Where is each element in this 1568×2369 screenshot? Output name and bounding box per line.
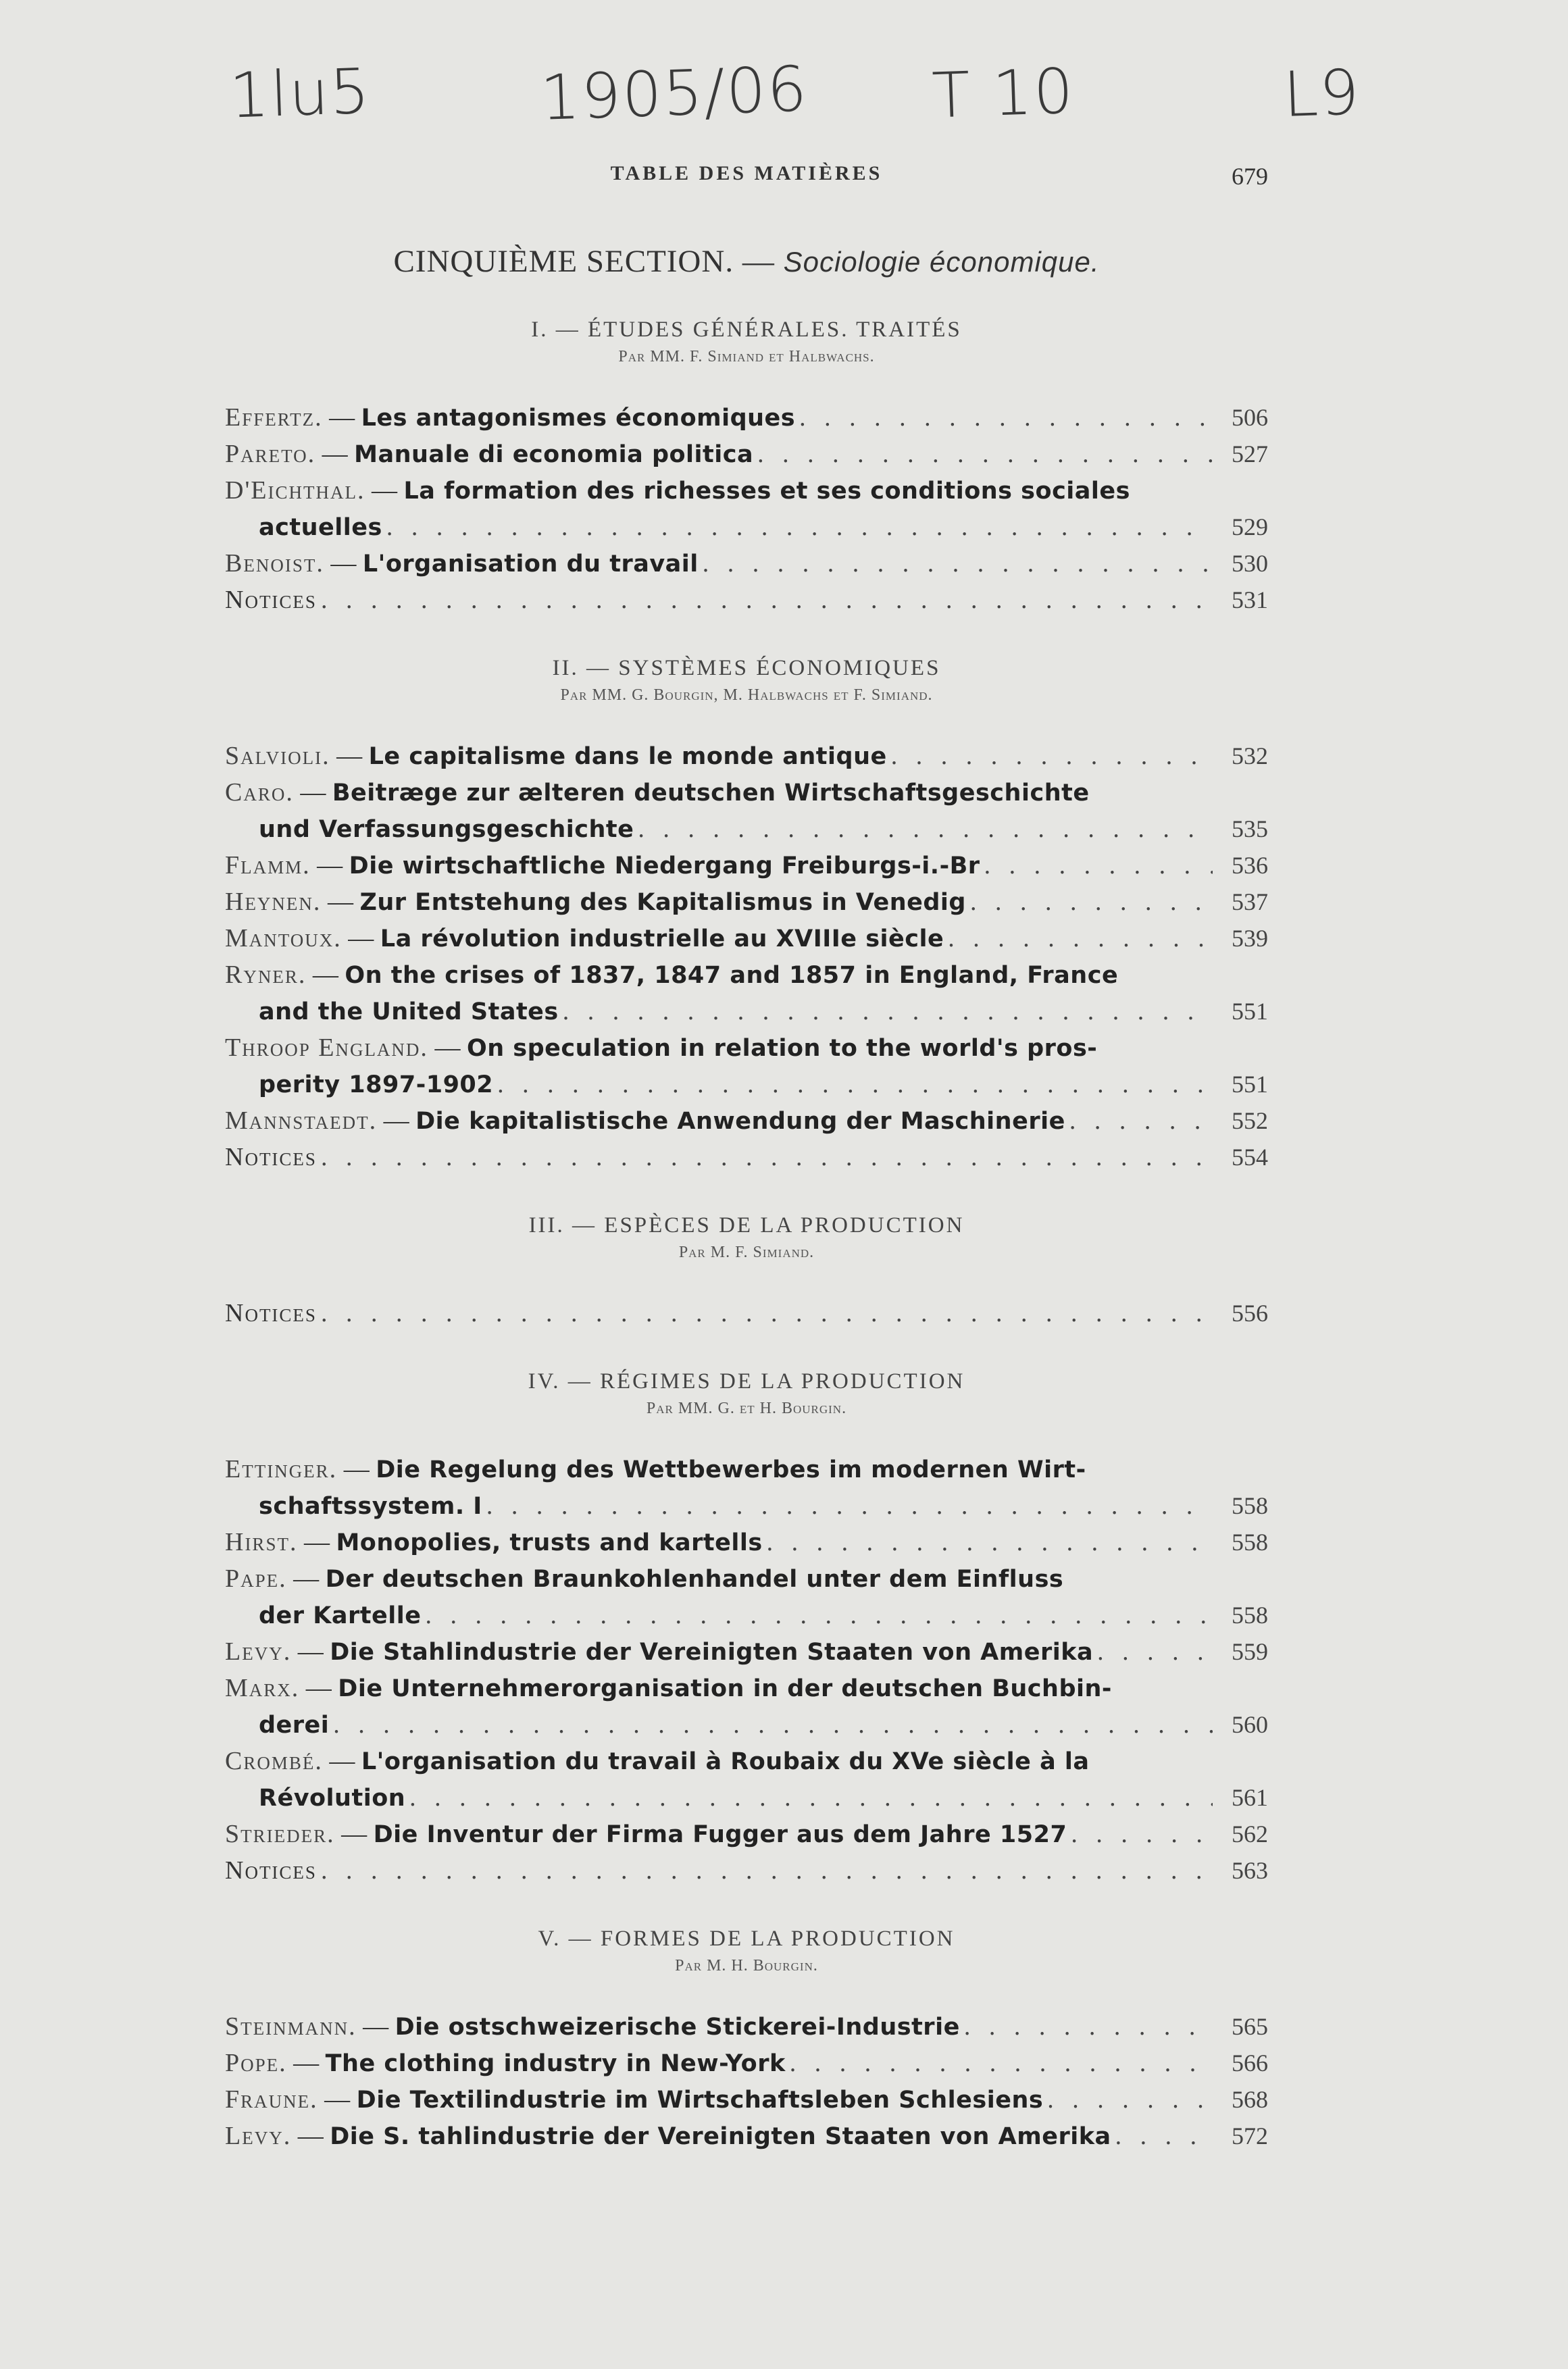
toc-entry[interactable] (225, 582, 1268, 618)
toc-entry[interactable] (225, 957, 1268, 1030)
separator-dash: — (365, 476, 404, 505)
entry-title-continuation: und Verfassungsgeschichte (259, 816, 634, 843)
toc-entry[interactable] (225, 1816, 1268, 1853)
entry-title: La révolution industrielle au XVIIIe siècle (380, 925, 944, 952)
entry-title: Le capitalisme dans le monde antique (368, 743, 887, 770)
separator-dash: — (330, 742, 369, 770)
leader-dots (1071, 1816, 1213, 1852)
entry-page-number: 566 (1232, 2049, 1268, 2077)
entry-title: Die wirtschaftliche Niedergang Freiburgs-i.-Br (349, 852, 980, 880)
subsection-authors: Par MM. G. et H. Bourgin. (646, 1400, 847, 1417)
toc-entry[interactable] (225, 436, 1268, 473)
leader-dots (321, 1140, 1213, 1175)
toc-page (225, 155, 1268, 2155)
entry-author: Hirst. (225, 1528, 298, 1556)
entry-line (225, 1296, 1268, 1331)
toc-entry[interactable] (225, 1743, 1268, 1816)
entry-title: Die S. tahlindustrie der Vereinigten Staaten von Amerika (330, 2123, 1111, 2150)
leader-dots (757, 436, 1213, 472)
separator-dash: — (299, 1674, 338, 1702)
subsection-authors: Par MM. G. Bourgin, M. Halbwachs et F. Simiand. (560, 686, 933, 704)
entry-page-number: 539 (1232, 925, 1268, 952)
separator-dash: — (334, 1820, 374, 1848)
entry-line (225, 1816, 1268, 1853)
separator-dash: — (356, 2012, 395, 2041)
entry-first-line (225, 775, 1268, 811)
entry-page-number: 562 (1232, 1820, 1268, 1848)
subsection-heading: V. — FORMES DE LA PRODUCTION (538, 1927, 955, 1951)
entry-title-continuation: derei (259, 1712, 330, 1739)
leader-dots (984, 848, 1213, 884)
entry-title: Manuale di economia politica (354, 441, 754, 468)
entry-title: On speculation in relation to the world's pros- (466, 1035, 1098, 1062)
entry-line (225, 582, 1268, 618)
entry-first-line (225, 1671, 1268, 1707)
toc-entry[interactable] (225, 848, 1268, 884)
entry-page-number: 561 (1232, 1784, 1268, 1811)
entry-page-number: 551 (1232, 998, 1268, 1025)
toc-entry[interactable] (225, 775, 1268, 848)
leader-dots (790, 2045, 1213, 2081)
entry-line (225, 1634, 1268, 1671)
entry-page-number: 537 (1232, 888, 1268, 915)
section-subtitle: Sociologie économique. (783, 246, 1100, 278)
leader-dots (638, 811, 1213, 847)
entry-author: Mantoux. (225, 924, 342, 952)
separator-dash: — (286, 1564, 326, 1593)
subsection-heading: II. — SYSTÈMES ÉCONOMIQUES (552, 656, 941, 680)
separator-dash: — (310, 851, 349, 880)
leader-dots (1047, 2082, 1213, 2118)
toc-entry[interactable] (225, 1103, 1268, 1140)
entry-line (225, 738, 1268, 775)
entry-title: Die kapitalistische Anwendung der Maschinerie (415, 1108, 1065, 1135)
toc-entry[interactable] (225, 738, 1268, 775)
leader-dots (1115, 2118, 1213, 2154)
separator-dash: — (428, 1034, 467, 1062)
entry-title: Die ostschweizerische Stickerei-Industrie (395, 2014, 960, 2041)
leader-dots (321, 1853, 1213, 1889)
entry-author: Crombé. (225, 1747, 323, 1775)
separator-dash: — (337, 1455, 376, 1483)
entry-author: Benoist. (225, 549, 324, 578)
entry-continuation-line (225, 1598, 1268, 1634)
entry-continuation-line (225, 1707, 1268, 1743)
leader-dots (409, 1780, 1213, 1816)
entry-line (225, 921, 1268, 957)
entry-author: Ettinger. (225, 1455, 338, 1483)
leader-dots (497, 1067, 1213, 1102)
toc-entry[interactable] (225, 1671, 1268, 1743)
separator-dash: — (322, 1747, 361, 1775)
entry-author: Pope. (225, 2049, 287, 2077)
entry-page-number: 560 (1232, 1711, 1268, 1738)
leader-dots (563, 994, 1213, 1029)
leader-dots (1069, 1103, 1213, 1139)
toc-entry[interactable] (225, 2045, 1268, 2082)
toc-entry[interactable] (225, 2009, 1268, 2045)
entry-page-number: 554 (1232, 1144, 1268, 1171)
entry-line (225, 1525, 1268, 1561)
toc-entry[interactable] (225, 473, 1268, 546)
page-number: 679 (1232, 163, 1268, 190)
entry-author: Levy. (225, 2122, 292, 2150)
entry-title: Die Stahlindustrie der Vereinigten Staaten von Amerika (330, 1639, 1094, 1666)
toc-entry[interactable] (225, 1525, 1268, 1561)
section-prefix: CINQUIÈME SECTION. — (393, 244, 775, 279)
entry-author: Heynen. (225, 888, 322, 916)
subsection-authors: Par M. H. Bourgin. (675, 1957, 818, 1975)
entry-title-continuation: der Kartelle (259, 1602, 422, 1629)
entry-title-continuation: and the United States (259, 998, 559, 1025)
entry-line (225, 2045, 1268, 2082)
entry-line (225, 400, 1268, 436)
entry-line (225, 848, 1268, 884)
running-head (225, 155, 1268, 203)
entry-first-line (225, 957, 1268, 994)
entry-title-continuation: schaftssystem. I (259, 1493, 482, 1520)
toc-entry[interactable] (225, 1634, 1268, 1671)
separator-dash: — (318, 2085, 357, 2114)
section-title (225, 243, 1268, 280)
separator-dash: — (297, 1528, 336, 1556)
entry-line (225, 546, 1268, 582)
entry-page-number: 532 (1232, 742, 1268, 769)
entry-page-number: 558 (1232, 1529, 1268, 1556)
entry-title: Die Regelung des Wettbewerbes im modernen Wirt- (376, 1456, 1086, 1483)
entry-first-line (225, 473, 1268, 509)
entry-continuation-line (225, 509, 1268, 546)
entry-page-number: 552 (1232, 1107, 1268, 1134)
separator-dash: — (293, 778, 332, 807)
leader-dots (333, 1707, 1213, 1743)
toc-entry[interactable] (225, 1561, 1268, 1634)
entry-page-number: 565 (1232, 2013, 1268, 2040)
entry-title: Beitræge zur ælteren deutschen Wirtschaftsgeschichte (332, 780, 1090, 807)
entry-page-number: 556 (1232, 1300, 1268, 1327)
subsection-heading: I. — ÉTUDES GÉNÉRALES. TRAITÉS (531, 317, 962, 342)
entry-title: L'organisation du travail à Roubaix du XVe siècle à la (361, 1748, 1090, 1775)
entry-line (225, 436, 1268, 473)
leader-dots (321, 1296, 1213, 1331)
separator-dash: — (322, 403, 361, 432)
entry-author: Levy. (225, 1637, 292, 1666)
entry-line (225, 2082, 1268, 2118)
separator-dash: — (286, 2049, 326, 2077)
separator-dash: — (321, 888, 360, 916)
toc-entry[interactable] (225, 1853, 1268, 1889)
entry-continuation-line (225, 1780, 1268, 1816)
entry-continuation-line (225, 811, 1268, 848)
entry-title: La formation des richesses et ses conditions sociales (403, 478, 1130, 505)
leader-dots (948, 921, 1213, 957)
entry-author: Strieder. (225, 1820, 335, 1848)
entry-title: Die Unternehmerorganisation in der deutschen Buchbin- (338, 1675, 1112, 1702)
separator-dash: — (324, 549, 363, 578)
entry-title: Monopolies, trusts and kartells (336, 1529, 763, 1556)
notices-label: Notices (225, 586, 317, 614)
entry-page-number: 506 (1232, 404, 1268, 431)
entry-page-number: 529 (1232, 513, 1268, 540)
entry-author: Effertz. (225, 403, 323, 432)
entry-author: Salvioli. (225, 742, 330, 770)
entry-page-number: 559 (1232, 1638, 1268, 1665)
leader-dots (799, 400, 1213, 436)
entry-title-continuation: perity 1897-1902 (259, 1071, 494, 1098)
entry-author: Caro. (225, 778, 294, 807)
subsection-authors: Par M. F. Simiand. (678, 1244, 815, 1261)
separator-dash: — (315, 440, 355, 468)
toc-entry[interactable] (225, 2118, 1268, 2155)
entry-page-number: 551 (1232, 1071, 1268, 1098)
entry-first-line (225, 1030, 1268, 1067)
entry-title-continuation: Révolution (259, 1785, 406, 1812)
entry-page-number: 527 (1232, 440, 1268, 467)
leader-dots (425, 1598, 1213, 1633)
entry-page-number: 530 (1232, 550, 1268, 577)
entry-title-continuation: actuelles (259, 514, 382, 541)
leader-dots (321, 582, 1213, 618)
entry-title: Die Inventur der Firma Fugger aus dem Jahre 1527 (373, 1821, 1067, 1848)
toc-entry[interactable] (225, 2082, 1268, 2118)
entry-author: Pape. (225, 1564, 287, 1593)
handwritten-annotation: T 10 (930, 55, 1076, 132)
entry-line (225, 2118, 1268, 2155)
entry-page-number: 572 (1232, 2122, 1268, 2149)
entry-title: Der deutschen Braunkohlenhandel unter dem Einfluss (325, 1566, 1064, 1593)
entry-author: Ryner. (225, 961, 307, 989)
entry-page-number: 531 (1232, 586, 1268, 613)
entry-title: Zur Entstehung des Kapitalismus in Venedig (359, 889, 966, 916)
separator-dash: — (377, 1106, 416, 1135)
leader-dots (486, 1488, 1213, 1524)
separator-dash: — (291, 1637, 330, 1666)
leader-dots (1097, 1634, 1213, 1670)
notices-label: Notices (225, 1856, 317, 1885)
entry-page-number: 558 (1232, 1602, 1268, 1629)
entry-continuation-line (225, 1067, 1268, 1103)
separator-dash: — (341, 924, 380, 952)
handwritten-annotation: 1905/06 (539, 53, 809, 134)
entry-line (225, 1140, 1268, 1175)
toc-entry[interactable] (225, 1140, 1268, 1175)
subsection-authors: Par MM. F. Simiand et Halbwachs. (618, 348, 875, 365)
entry-title: L'organisation du travail (362, 551, 699, 578)
leader-dots (386, 509, 1213, 545)
entry-author: Fraune. (225, 2085, 318, 2114)
toc-entry[interactable] (225, 1030, 1268, 1103)
separator-dash: — (291, 2122, 330, 2150)
entry-title: Die Textilindustrie im Wirtschaftsleben Schlesiens (356, 2087, 1044, 2114)
entry-page-number: 568 (1232, 2086, 1268, 2113)
entry-author: Pareto. (225, 440, 316, 468)
entry-first-line (225, 1561, 1268, 1598)
toc-entry[interactable] (225, 884, 1268, 921)
entry-first-line (225, 1452, 1268, 1488)
entry-page-number: 563 (1232, 1857, 1268, 1884)
entry-line (225, 1103, 1268, 1140)
toc-entry[interactable] (225, 1296, 1268, 1331)
entry-title: On the crises of 1837, 1847 and 1857 in England, France (345, 962, 1119, 989)
subsection-heading: III. — ESPÈCES DE LA PRODUCTION (528, 1213, 965, 1238)
entry-page-number: 558 (1232, 1492, 1268, 1519)
entry-author: Mannstaedt. (225, 1106, 378, 1135)
toc-entry[interactable] (225, 1452, 1268, 1525)
subsection-heading: IV. — RÉGIMES DE LA PRODUCTION (528, 1369, 965, 1394)
toc-entry[interactable] (225, 921, 1268, 957)
entry-continuation-line (225, 994, 1268, 1030)
entry-author: Steinmann. (225, 2012, 357, 2041)
entry-author: Flamm. (225, 851, 311, 880)
entry-author: Throop England. (225, 1034, 428, 1062)
running-head-title: TABLE DES MATIÈRES (610, 162, 883, 184)
leader-dots (767, 1525, 1213, 1560)
entry-first-line (225, 1743, 1268, 1780)
entry-title: The clothing industry in New-York (325, 2050, 786, 2077)
entry-line (225, 2009, 1268, 2045)
toc-entry[interactable] (225, 400, 1268, 436)
leader-dots (970, 884, 1213, 920)
entry-line (225, 884, 1268, 921)
leader-dots (891, 738, 1213, 774)
entry-author: D'Eichthal. (225, 476, 365, 505)
handwritten-annotation: 1lu5 (228, 55, 372, 132)
notices-label: Notices (225, 1143, 317, 1171)
entry-author: Marx. (225, 1674, 300, 1702)
leader-dots (964, 2009, 1213, 2045)
leader-dots (703, 546, 1213, 582)
separator-dash: — (306, 961, 345, 989)
entry-page-number: 535 (1232, 815, 1268, 842)
entry-line (225, 1853, 1268, 1889)
toc-body (225, 317, 1268, 2155)
entry-continuation-line (225, 1488, 1268, 1525)
toc-entry[interactable] (225, 546, 1268, 582)
handwritten-annotation: L9 (1282, 56, 1362, 131)
entry-title: Les antagonismes économiques (361, 405, 796, 432)
entry-page-number: 536 (1232, 852, 1268, 879)
notices-label: Notices (225, 1299, 317, 1327)
